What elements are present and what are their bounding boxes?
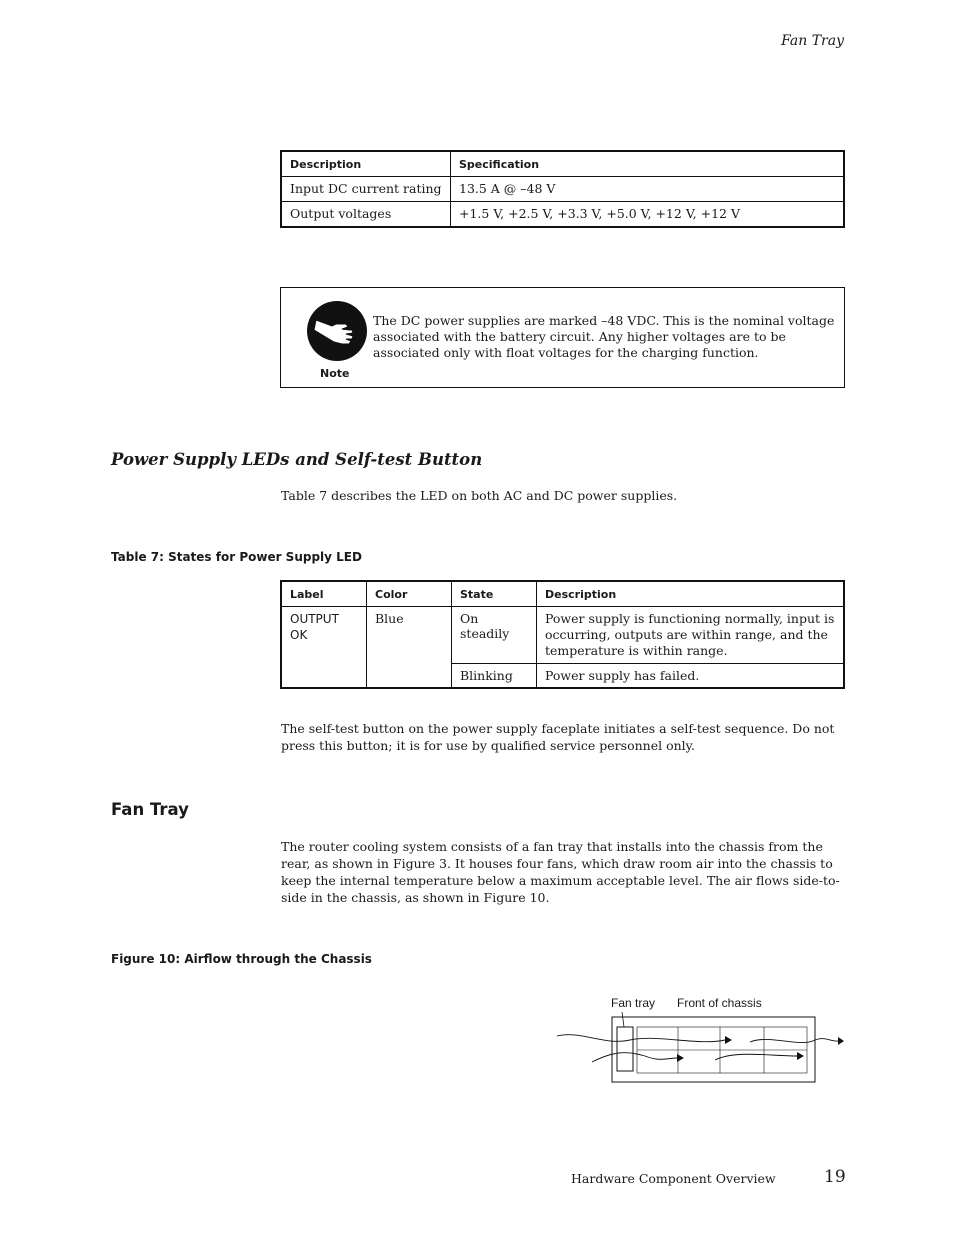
note-text: The DC power supplies are marked –48 VDC. This is the nominal voltage associated with the battery circuit. Any higher voltages are to be associated only with float voltages for the charging function. xyxy=(373,313,835,360)
table-row xyxy=(281,607,844,664)
page-number: 19 xyxy=(824,1167,846,1187)
table-header-row xyxy=(281,151,844,177)
table-cell-description: Power supply is functioning normally, input is occurring, outputs are within range, and the temperature is within range. xyxy=(537,607,845,664)
table-caption: Table 7: States for Power Supply LED xyxy=(111,550,362,564)
dc-spec-table xyxy=(280,150,845,228)
table-header-row xyxy=(281,581,844,607)
table-cell: Output voltages xyxy=(281,202,451,228)
airflow-diagram xyxy=(550,990,850,1090)
table-cell-description: Power supply has failed. xyxy=(537,664,845,689)
table-header-cell: Label xyxy=(281,581,367,607)
running-header: Fan Tray xyxy=(781,33,844,49)
figure-label-fan-tray: Fan tray xyxy=(611,996,656,1010)
led-states-table xyxy=(280,580,845,689)
table-header-cell: Description xyxy=(281,151,451,177)
figure-label-front: Front of chassis xyxy=(677,996,762,1010)
led-intro-text: Table 7 describes the LED on both AC and DC power supplies. xyxy=(281,488,678,503)
self-test-text: The self-test button on the power supply faceplate initiates a self-test sequence. Do not press this button; it is for use by qualified service personnel only. xyxy=(281,721,835,753)
table-row xyxy=(281,177,844,202)
table-row xyxy=(281,202,844,228)
table-header-cell: Specification xyxy=(451,151,845,177)
fan-tray-text: The router cooling system consists of a fan tray that installs into the chassis from the rear, as shown in Figure 3. It houses four fans, which draw room air into the chassis to keep the internal temperature below a maximum acceptable level. The air flows side-to-side in the chassis, as shown in Figure 10. xyxy=(281,839,840,905)
table-cell: +1.5 V, +2.5 V, +3.3 V, +5.0 V, +12 V, +12 V xyxy=(451,202,845,228)
note-label: Note xyxy=(320,367,350,380)
figure-caption: Figure 10: Airflow through the Chassis xyxy=(111,952,372,966)
table-header-cell: State xyxy=(452,581,537,607)
table-cell-color: Blue xyxy=(367,607,452,689)
table-cell-state: On steadily xyxy=(452,607,537,664)
table-cell-label: OUTPUT OK xyxy=(281,607,367,689)
table-header-cell: Color xyxy=(367,581,452,607)
airflow-figure xyxy=(550,990,850,1090)
table-cell: Input DC current rating xyxy=(281,177,451,202)
section-heading-fan-tray: Fan Tray xyxy=(111,800,189,819)
table-header-cell: Description xyxy=(537,581,845,607)
table-cell-state: Blinking xyxy=(452,664,537,689)
footer-title: Hardware Component Overview xyxy=(571,1171,776,1186)
hand-pointing-icon xyxy=(306,300,368,362)
table-cell: 13.5 A @ –48 V xyxy=(451,177,845,202)
section-heading-led: Power Supply LEDs and Self-test Button xyxy=(111,450,483,469)
